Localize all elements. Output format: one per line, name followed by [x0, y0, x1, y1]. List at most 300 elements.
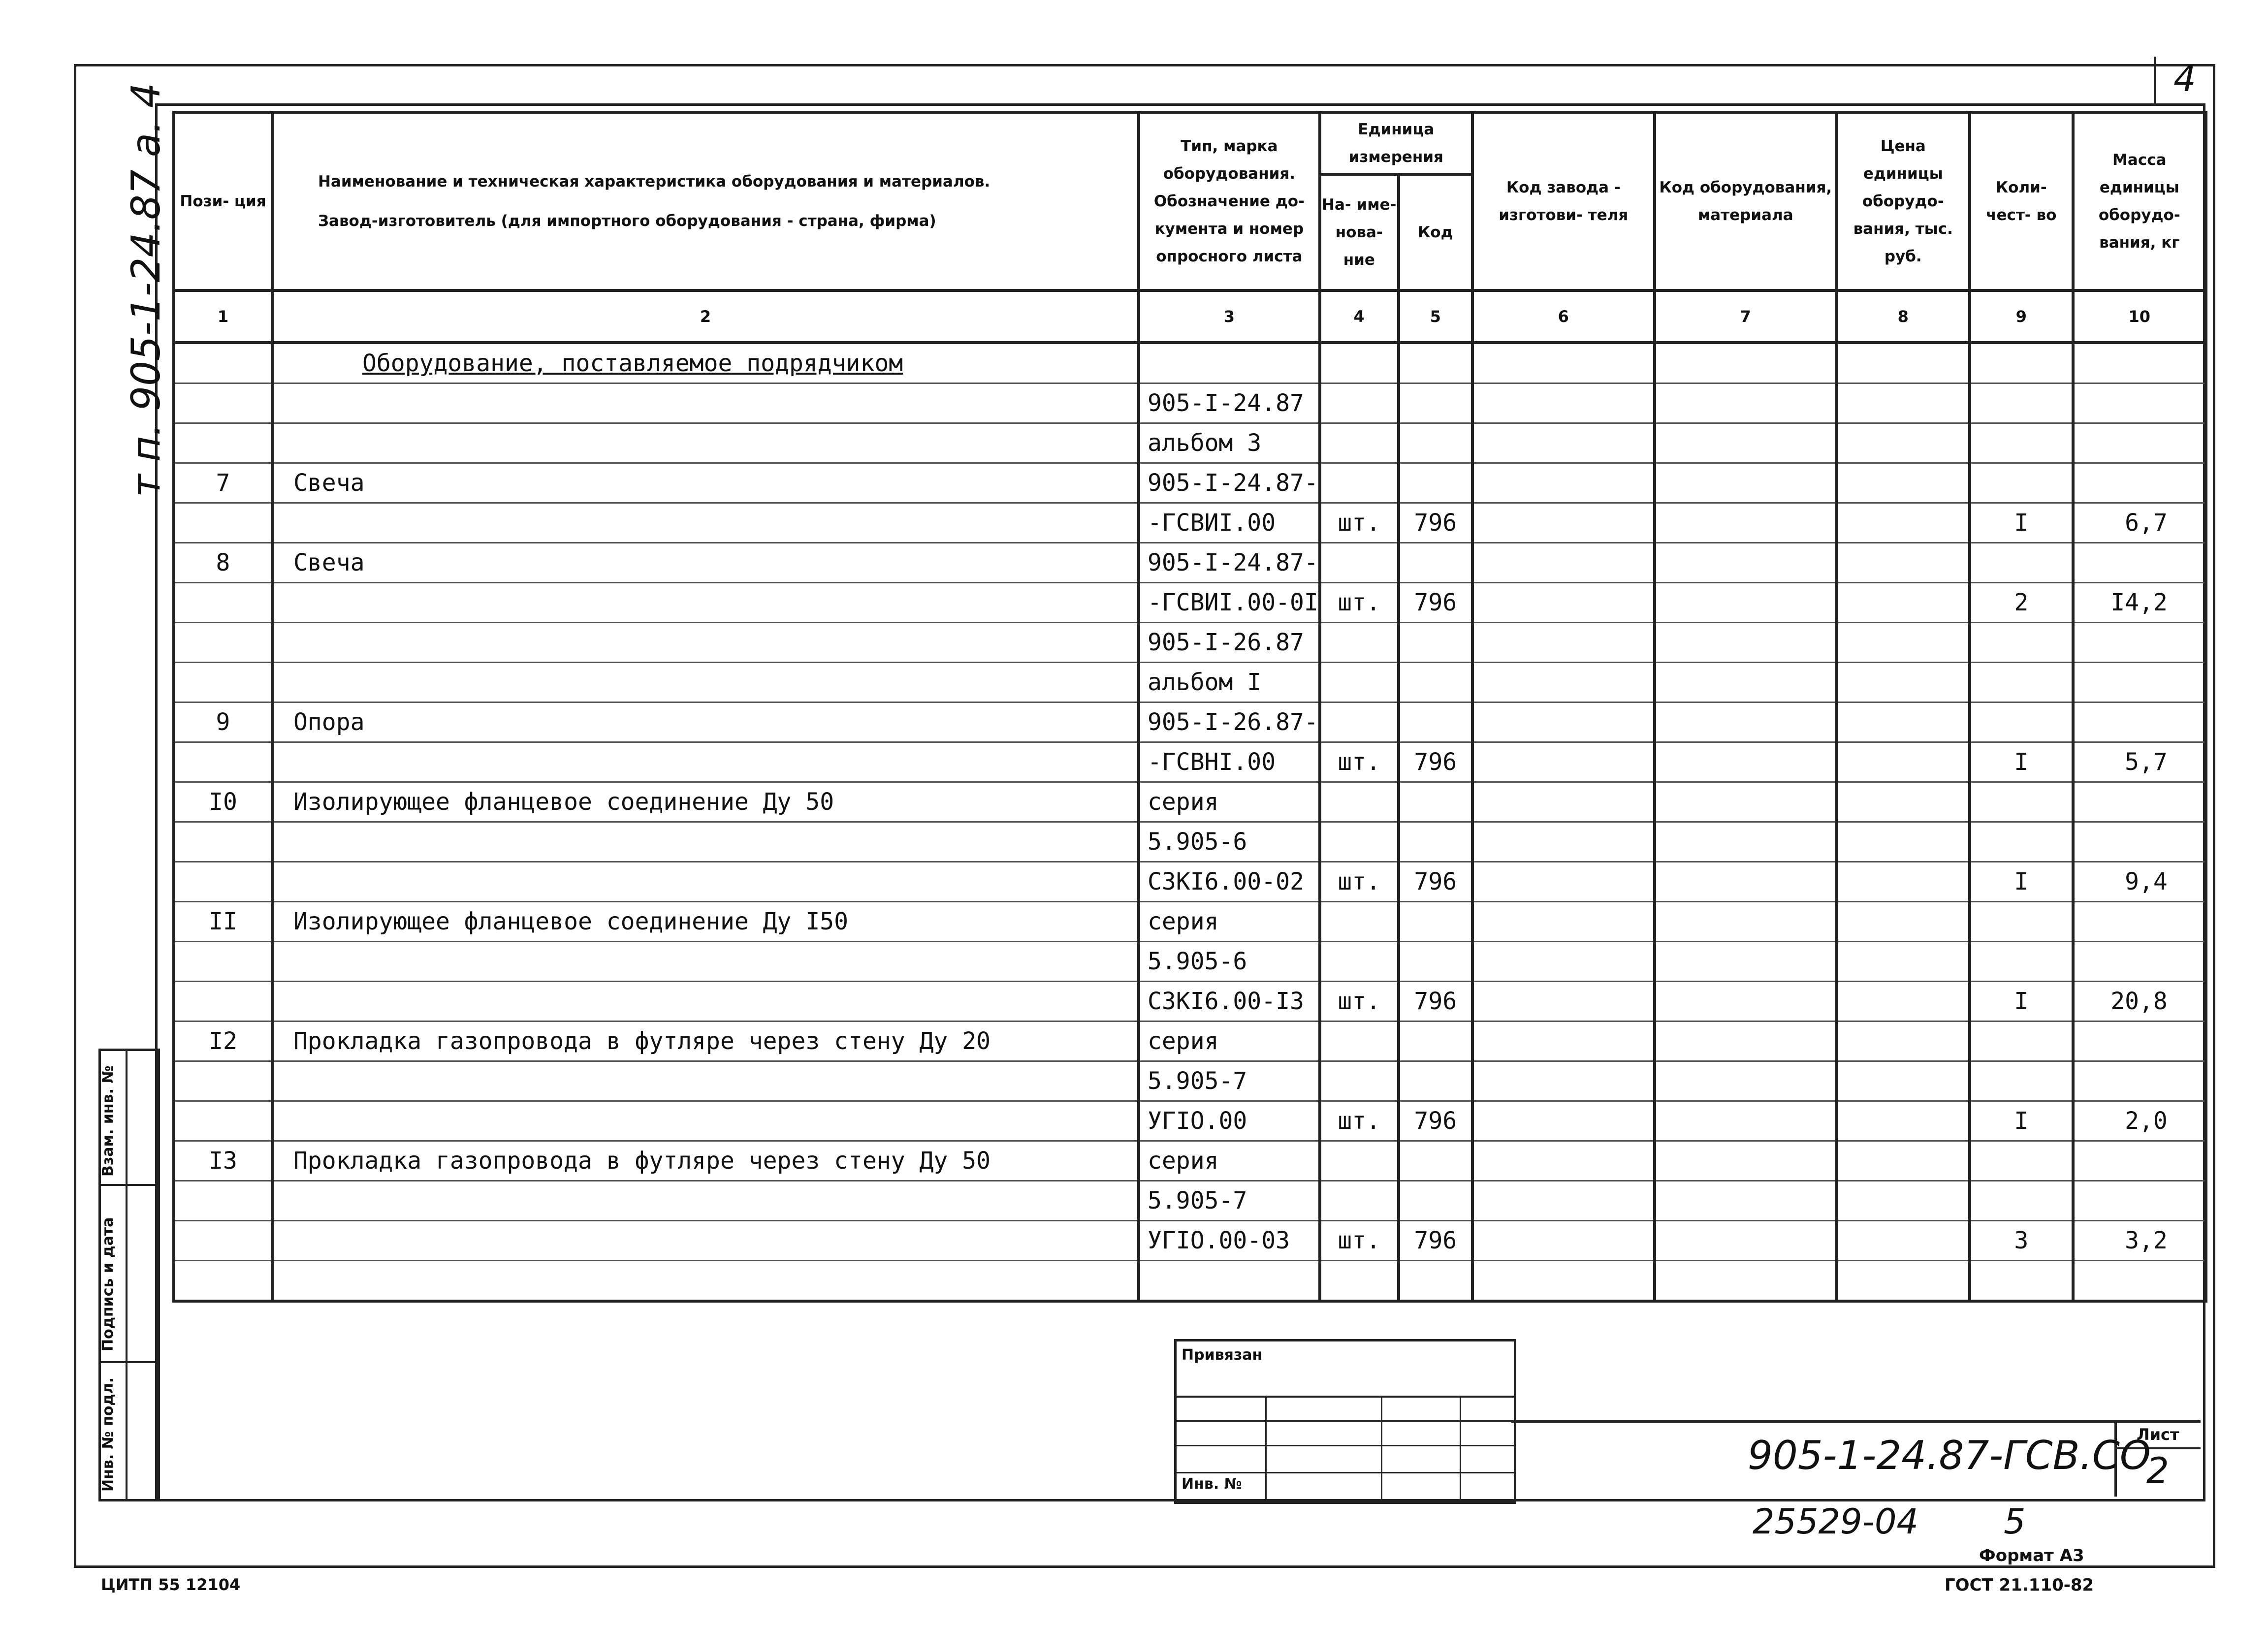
cell-factory-code [1472, 1261, 1655, 1302]
cell-name [272, 982, 1139, 1021]
cell-quantity [1970, 543, 2073, 583]
cell-mass [2073, 463, 2206, 503]
cell-unit-name: шт. [1320, 742, 1399, 782]
cell-equipment-code [1655, 663, 1837, 702]
cell-unit-code [1399, 1141, 1472, 1181]
cell-equipment-code [1655, 982, 1837, 1021]
cell-quantity [1970, 343, 2073, 383]
privyazan-label: Привязан [1182, 1346, 1263, 1364]
cell-mass [2073, 942, 2206, 982]
table-row [174, 1061, 2206, 1101]
cell-price [1837, 623, 1970, 663]
cell-position: II [174, 902, 272, 942]
cell-price [1837, 742, 1970, 782]
cell-equipment-code [1655, 1181, 1837, 1221]
cell-position: I2 [174, 1021, 272, 1061]
cell-name [272, 942, 1139, 982]
cell-name [272, 1101, 1139, 1141]
table-row [174, 822, 2206, 862]
cell-unit-name: шт. [1320, 503, 1399, 543]
table-row [174, 942, 2206, 982]
cell-equipment-code [1655, 343, 1837, 383]
table-row [174, 742, 2206, 782]
header-unit-name: На- име- нова- ние [1320, 174, 1399, 290]
cell-type: 5.905-7 [1139, 1181, 1320, 1221]
cell-equipment-code [1655, 463, 1837, 503]
table-row [174, 1221, 2206, 1261]
cell-position: I3 [174, 1141, 272, 1181]
cell-price [1837, 1021, 1970, 1061]
cell-mass [2073, 1181, 2206, 1221]
gost-label: ГОСТ 21.110-82 [1945, 1575, 2094, 1595]
cell-equipment-code [1655, 782, 1837, 822]
cell-name [272, 1061, 1139, 1101]
cell-position: 7 [174, 463, 272, 503]
cell-equipment-code [1655, 1021, 1837, 1061]
cell-unit-code [1399, 1261, 1472, 1302]
cell-factory-code [1472, 463, 1655, 503]
header-position: Пози- ция [174, 112, 272, 290]
cell-unit-code: 796 [1399, 583, 1472, 623]
cell-position [174, 1061, 272, 1101]
column-number-10: 10 [2073, 290, 2206, 343]
cell-mass: 3,2 [2073, 1221, 2206, 1261]
cell-name: Прокладка газопровода в футляре через стену Ду 50 [272, 1141, 1139, 1181]
header-type: Тип, марка оборудования. Обозначение до- кумента и номер опросного листа [1139, 112, 1320, 290]
cell-factory-code [1472, 383, 1655, 423]
cell-mass: 5,7 [2073, 742, 2206, 782]
cell-equipment-code [1655, 1141, 1837, 1181]
cell-mass [2073, 822, 2206, 862]
table-row [174, 1021, 2206, 1061]
cell-quantity: I [1970, 862, 2073, 902]
printer-mark: ЦИТП 55 12104 [101, 1575, 241, 1594]
column-number-8: 8 [1837, 290, 1970, 343]
cell-name [272, 1221, 1139, 1261]
cell-factory-code [1472, 862, 1655, 902]
cell-name [272, 862, 1139, 902]
cell-factory-code [1472, 822, 1655, 862]
cell-type: 5.905-6 [1139, 942, 1320, 982]
cell-factory-code [1472, 663, 1655, 702]
header-unit-group: Единица измерения [1320, 112, 1472, 174]
document-code: 905-1-24.87-ГСВ.СО [1748, 1433, 2151, 1478]
column-number-1: 1 [174, 290, 272, 343]
table-row [174, 702, 2206, 742]
cell-unit-name: шт. [1320, 982, 1399, 1021]
specification-table [172, 111, 2207, 1303]
cell-type: СЗКI6.00-I3 [1139, 982, 1320, 1021]
table-row [174, 1181, 2206, 1221]
header-equipment-code: Код оборудования, материала [1655, 112, 1837, 290]
cell-position [174, 822, 272, 862]
cell-unit-name [1320, 1021, 1399, 1061]
cell-type: серия [1139, 1021, 1320, 1061]
cell-unit-code [1399, 343, 1472, 383]
cell-factory-code [1472, 782, 1655, 822]
cell-mass [2073, 782, 2206, 822]
cell-type: -ГСВНI.00 [1139, 742, 1320, 782]
cell-mass: I4,2 [2073, 583, 2206, 623]
table-row [174, 463, 2206, 503]
cell-mass [2073, 543, 2206, 583]
inventory-handwritten-num: 5 [2004, 1501, 2026, 1542]
cell-price [1837, 782, 1970, 822]
cell-unit-code: 796 [1399, 742, 1472, 782]
cell-unit-code [1399, 1021, 1472, 1061]
cell-unit-code: 796 [1399, 1221, 1472, 1261]
cell-unit-code: 796 [1399, 982, 1472, 1021]
cell-type: 905-I-26.87 [1139, 623, 1320, 663]
cell-type: -ГСВИI.00 [1139, 503, 1320, 543]
table-body [174, 343, 2206, 1301]
cell-factory-code [1472, 1021, 1655, 1061]
section-heading: Оборудование, поставляемое подрядчиком [272, 343, 1139, 383]
cell-quantity: I [1970, 503, 2073, 543]
cell-price [1837, 1141, 1970, 1181]
cell-position [174, 1181, 272, 1221]
cell-equipment-code [1655, 583, 1837, 623]
cell-unit-code [1399, 902, 1472, 942]
cell-factory-code [1472, 902, 1655, 942]
cell-equipment-code [1655, 383, 1837, 423]
cell-name [272, 822, 1139, 862]
cell-unit-code: 796 [1399, 503, 1472, 543]
cell-name [272, 1181, 1139, 1221]
header-name-line2: Завод-изготовитель (для импортного оборудования - страна, фирма) [318, 212, 936, 230]
cell-mass [2073, 1021, 2206, 1061]
cell-factory-code [1472, 1221, 1655, 1261]
cell-equipment-code [1655, 543, 1837, 583]
cell-quantity [1970, 702, 2073, 742]
cell-price [1837, 1101, 1970, 1141]
cell-unit-code [1399, 782, 1472, 822]
cell-factory-code [1472, 702, 1655, 742]
cell-position [174, 1261, 272, 1302]
cell-factory-code [1472, 623, 1655, 663]
cell-mass [2073, 1261, 2206, 1302]
cell-mass [2073, 1141, 2206, 1181]
cell-quantity [1970, 902, 2073, 942]
header-mass: Масса единицы оборудо- вания, кг [2073, 112, 2206, 290]
table-row [174, 543, 2206, 583]
cell-price [1837, 1181, 1970, 1221]
cell-unit-name [1320, 1141, 1399, 1181]
cell-type: 905-I-26.87- [1139, 702, 1320, 742]
cell-name [272, 742, 1139, 782]
cell-equipment-code [1655, 1261, 1837, 1302]
cell-position: 9 [174, 702, 272, 742]
header-quantity: Коли- чест- во [1970, 112, 2073, 290]
cell-equipment-code [1655, 822, 1837, 862]
table-row [174, 982, 2206, 1021]
cell-name [272, 623, 1139, 663]
cell-factory-code [1472, 982, 1655, 1021]
cell-unit-name: шт. [1320, 1101, 1399, 1141]
cell-factory-code [1472, 423, 1655, 463]
cell-quantity [1970, 623, 2073, 663]
cell-mass [2073, 343, 2206, 383]
column-numbers-row [174, 290, 2206, 343]
cell-unit-name [1320, 822, 1399, 862]
cell-type: -ГСВИI.00-0I [1139, 583, 1320, 623]
cell-name: Опора [272, 702, 1139, 742]
cell-quantity: 3 [1970, 1221, 2073, 1261]
privyazan-block [1174, 1339, 1516, 1504]
column-number-4: 4 [1320, 290, 1399, 343]
cell-unit-name [1320, 663, 1399, 702]
cell-quantity [1970, 463, 2073, 503]
side-label-vzam-inv: Взам. инв. № [99, 1065, 117, 1177]
cell-factory-code [1472, 942, 1655, 982]
cell-unit-code [1399, 383, 1472, 423]
cell-factory-code [1472, 343, 1655, 383]
cell-type [1139, 343, 1320, 383]
cell-type: 905-I-24.87- [1139, 543, 1320, 583]
cell-factory-code [1472, 742, 1655, 782]
cell-unit-code [1399, 663, 1472, 702]
column-number-9: 9 [1970, 290, 2073, 343]
title-block-line [1511, 1420, 2201, 1423]
table-row [174, 503, 2206, 543]
cell-name: Изолирующее фланцевое соединение Ду I50 [272, 902, 1139, 942]
cell-unit-name [1320, 623, 1399, 663]
cell-unit-code [1399, 1061, 1472, 1101]
table-row [174, 1101, 2206, 1141]
cell-name: Свеча [272, 463, 1139, 503]
cell-mass: 2,0 [2073, 1101, 2206, 1141]
cell-quantity [1970, 782, 2073, 822]
column-number-3: 3 [1139, 290, 1320, 343]
cell-equipment-code [1655, 623, 1837, 663]
cell-name [272, 1261, 1139, 1302]
cell-mass [2073, 663, 2206, 702]
cell-quantity [1970, 663, 2073, 702]
cell-position [174, 503, 272, 543]
cell-type: 5.905-6 [1139, 822, 1320, 862]
header-unit-code: Код [1399, 174, 1472, 290]
cell-unit-code [1399, 822, 1472, 862]
table-row [174, 343, 2206, 383]
cell-type: 905-I-24.87 [1139, 383, 1320, 423]
table-row [174, 902, 2206, 942]
format-label: Формат А3 [1979, 1546, 2084, 1565]
cell-equipment-code [1655, 862, 1837, 902]
cell-quantity [1970, 423, 2073, 463]
table-row [174, 623, 2206, 663]
cell-position [174, 942, 272, 982]
cell-unit-name [1320, 383, 1399, 423]
cell-name: Изолирующее фланцевое соединение Ду 50 [272, 782, 1139, 822]
cell-quantity [1970, 1181, 2073, 1221]
cell-unit-name: шт. [1320, 1221, 1399, 1261]
header-name-line1: Наименование и техническая характеристика оборудования и материалов. [318, 173, 990, 191]
side-doc-reference: т п. 905-1-24.87 а. 4 [123, 83, 169, 497]
side-label-inv-podl: Инв. № подл. [99, 1377, 117, 1492]
cell-factory-code [1472, 503, 1655, 543]
inv-no-label: Инв. № [1182, 1475, 1242, 1493]
cell-equipment-code [1655, 423, 1837, 463]
table-row [174, 1141, 2206, 1181]
cell-price [1837, 822, 1970, 862]
cell-price [1837, 383, 1970, 423]
cell-position [174, 623, 272, 663]
table-row [174, 862, 2206, 902]
cell-mass: 6,7 [2073, 503, 2206, 543]
cell-equipment-code [1655, 902, 1837, 942]
cell-unit-name [1320, 1261, 1399, 1302]
cell-position: I0 [174, 782, 272, 822]
cell-position [174, 1221, 272, 1261]
cell-quantity [1970, 383, 2073, 423]
cell-unit-code [1399, 1181, 1472, 1221]
cell-type: 905-I-24.87- [1139, 463, 1320, 503]
cell-mass [2073, 902, 2206, 942]
cell-unit-name [1320, 782, 1399, 822]
cell-position [174, 663, 272, 702]
cell-position [174, 383, 272, 423]
column-number-7: 7 [1655, 290, 1837, 343]
sheet-label: Лист [2137, 1425, 2179, 1444]
cell-type: УГIО.00-03 [1139, 1221, 1320, 1261]
cell-equipment-code [1655, 1101, 1837, 1141]
cell-quantity: I [1970, 1101, 2073, 1141]
cell-quantity [1970, 1021, 2073, 1061]
cell-quantity [1970, 1061, 2073, 1101]
cell-unit-name [1320, 1061, 1399, 1101]
cell-type: УГIО.00 [1139, 1101, 1320, 1141]
cell-factory-code [1472, 1101, 1655, 1141]
cell-position: 8 [174, 543, 272, 583]
cell-unit-code [1399, 423, 1472, 463]
cell-equipment-code [1655, 942, 1837, 982]
cell-price [1837, 343, 1970, 383]
cell-equipment-code [1655, 702, 1837, 742]
column-number-5: 5 [1399, 290, 1472, 343]
cell-price [1837, 503, 1970, 543]
cell-factory-code [1472, 1181, 1655, 1221]
cell-factory-code [1472, 1141, 1655, 1181]
cell-price [1837, 543, 1970, 583]
cell-unit-name [1320, 1181, 1399, 1221]
cell-price [1837, 423, 1970, 463]
cell-price [1837, 702, 1970, 742]
cell-unit-code [1399, 623, 1472, 663]
cell-equipment-code [1655, 742, 1837, 782]
cell-name [272, 423, 1139, 463]
cell-mass [2073, 423, 2206, 463]
cell-unit-name [1320, 543, 1399, 583]
side-label-signature-date: Подпись и дата [99, 1217, 117, 1351]
table-row [174, 423, 2206, 463]
cell-factory-code [1472, 583, 1655, 623]
cell-mass: 9,4 [2073, 862, 2206, 902]
cell-price [1837, 463, 1970, 503]
cell-price [1837, 982, 1970, 1021]
cell-name [272, 503, 1139, 543]
cell-unit-code [1399, 543, 1472, 583]
cell-unit-name [1320, 463, 1399, 503]
header-price: Цена единицы оборудо- вания, тыс. руб. [1837, 112, 1970, 290]
inventory-handwritten: 25529-04 [1753, 1501, 1919, 1542]
sheet-number: 2 [2146, 1450, 2169, 1491]
cell-name: Прокладка газопровода в футляре через стену Ду 20 [272, 1021, 1139, 1061]
cell-position [174, 423, 272, 463]
cell-mass [2073, 383, 2206, 423]
cell-unit-name: шт. [1320, 862, 1399, 902]
cell-price [1837, 862, 1970, 902]
cell-factory-code [1472, 1061, 1655, 1101]
column-number-2: 2 [272, 290, 1139, 343]
cell-price [1837, 583, 1970, 623]
cell-unit-name [1320, 423, 1399, 463]
cell-type: серия [1139, 1141, 1320, 1181]
cell-price [1837, 663, 1970, 702]
table-row [174, 663, 2206, 702]
cell-type: альбом I [1139, 663, 1320, 702]
cell-unit-name: шт. [1320, 583, 1399, 623]
table-row [174, 1261, 2206, 1302]
cell-unit-name [1320, 343, 1399, 383]
cell-quantity: 2 [1970, 583, 2073, 623]
cell-price [1837, 942, 1970, 982]
cell-mass [2073, 1061, 2206, 1101]
cell-name [272, 583, 1139, 623]
cell-unit-name [1320, 702, 1399, 742]
cell-position [174, 1101, 272, 1141]
cell-quantity [1970, 822, 2073, 862]
cell-unit-code [1399, 702, 1472, 742]
cell-unit-code [1399, 463, 1472, 503]
cell-unit-name [1320, 942, 1399, 982]
table-row [174, 583, 2206, 623]
cell-name [272, 663, 1139, 702]
cell-type [1139, 1261, 1320, 1302]
cell-unit-code: 796 [1399, 1101, 1472, 1141]
cell-name: Свеча [272, 543, 1139, 583]
cell-type: 5.905-7 [1139, 1061, 1320, 1101]
cell-equipment-code [1655, 1221, 1837, 1261]
cell-price [1837, 1061, 1970, 1101]
cell-position [174, 742, 272, 782]
cell-type: альбом 3 [1139, 423, 1320, 463]
header-name [272, 112, 1139, 290]
cell-mass [2073, 702, 2206, 742]
cell-price [1837, 1221, 1970, 1261]
cell-unit-code: 796 [1399, 862, 1472, 902]
cell-position [174, 862, 272, 902]
cell-unit-name [1320, 902, 1399, 942]
cell-type: СЗКI6.00-02 [1139, 862, 1320, 902]
cell-quantity: I [1970, 742, 2073, 782]
cell-mass: 20,8 [2073, 982, 2206, 1021]
table-row [174, 383, 2206, 423]
cell-position [174, 343, 272, 383]
cell-factory-code [1472, 543, 1655, 583]
cell-position [174, 583, 272, 623]
cell-type: серия [1139, 902, 1320, 942]
header-factory-code: Код завода - изготови- теля [1472, 112, 1655, 290]
cell-unit-code [1399, 942, 1472, 982]
column-number-6: 6 [1472, 290, 1655, 343]
cell-equipment-code [1655, 503, 1837, 543]
cell-position [174, 982, 272, 1021]
page-number-top: 4 [2173, 58, 2196, 99]
cell-price [1837, 902, 1970, 942]
cell-type: серия [1139, 782, 1320, 822]
cell-price [1837, 1261, 1970, 1302]
table-row [174, 782, 2206, 822]
